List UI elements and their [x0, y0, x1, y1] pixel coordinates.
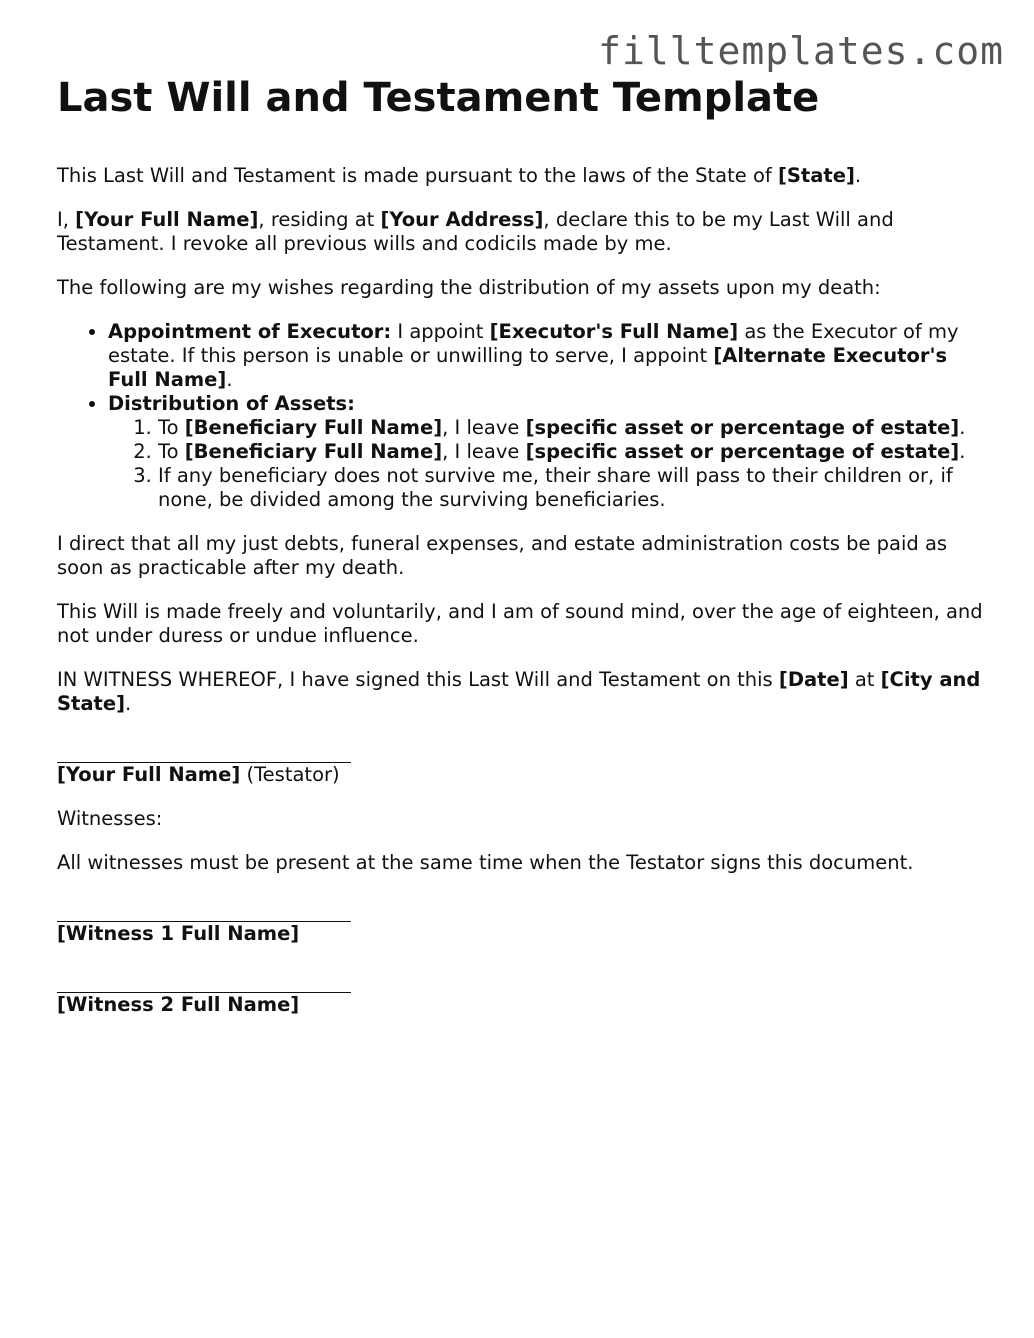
distribution-list [108, 416, 987, 512]
witness-1-signature-block [57, 899, 987, 946]
testator-role: (Testator) [240, 763, 340, 786]
declaration-text-2: , residing at [258, 208, 381, 231]
address-placeholder: [Your Address] [380, 208, 544, 231]
distribution-text: To [158, 440, 185, 463]
distribution-item [158, 416, 987, 440]
testator-signature-block [57, 740, 987, 787]
alternate-executor-placeholder: [Alternate Executor's Full Name] [108, 344, 948, 391]
testator-signature-line[interactable] [57, 740, 351, 763]
distribution-item [158, 440, 987, 464]
executor-name-placeholder: [Executor's Full Name] [489, 320, 739, 343]
distribution-item: 3. If any beneficiary does not survive me, their share will pass to their children or, if none, be divided among the surviving beneficiaries. [158, 464, 987, 512]
distribution-text: , I leave [442, 416, 526, 439]
asset-placeholder: [specific asset or percentage of estate] [525, 440, 960, 463]
page-title: Last Will and Testament Template [57, 75, 820, 121]
watermark: filltemplates.com [598, 29, 1004, 73]
wishes-paragraph: The following are my wishes regarding the distribution of my assets upon my death: [57, 276, 881, 299]
voluntary-paragraph: This Will is made freely and voluntarily, and I am of sound mind, over the age of eighteen, and not under duress or undue influence. [57, 600, 983, 647]
witnesses-note: All witnesses must be present at the same time when the Testator signs this document. [57, 851, 914, 874]
testator-signature-name: [Your Full Name] [57, 763, 241, 786]
witness-1-name: [Witness 1 Full Name] [57, 922, 300, 945]
provisions-list [57, 320, 987, 512]
declaration-text-1: I, [57, 208, 76, 231]
witness-clause-text-1: IN WITNESS WHEREOF, I have signed this Last Will and Testament on this [57, 668, 779, 691]
testator-name-placeholder: [Your Full Name] [75, 208, 259, 231]
document-body [57, 72, 987, 1037]
intro-paragraph [57, 164, 987, 188]
witness-2-name: [Witness 2 Full Name] [57, 993, 300, 1016]
executor-text-1: I appoint [391, 320, 490, 343]
date-placeholder: [Date] [778, 668, 849, 691]
intro-end: . [854, 164, 862, 187]
debts-paragraph: I direct that all my just debts, funeral expenses, and estate administration costs be paid as soon as practicable after my death. [57, 532, 948, 579]
asset-placeholder: [specific asset or percentage of estate] [525, 416, 960, 439]
list-item-executor [108, 320, 987, 392]
city-state-placeholder: [City and State] [57, 668, 981, 715]
declaration-text-3: , declare this to be my Last Will and Testament. I revoke all previous wills and codicils made by me. [57, 208, 894, 255]
witness-2-signature-line[interactable] [57, 970, 351, 993]
witness-clause-paragraph [57, 668, 987, 716]
beneficiary-placeholder: [Beneficiary Full Name] [184, 416, 443, 439]
distribution-label: Distribution of Assets: [108, 392, 355, 415]
executor-text-2: as the Executor of my estate. If this person is unable or unwilling to serve, I appoint [108, 320, 959, 367]
distribution-text: , I leave [442, 440, 526, 463]
intro-text: This Last Will and Testament is made pursuant to the laws of the State of [57, 164, 778, 187]
distribution-text: . [959, 416, 966, 439]
witness-clause-text-3: . [124, 692, 132, 715]
witness-2-signature-block [57, 970, 987, 1017]
executor-label: Appointment of Executor: [108, 320, 392, 343]
declaration-paragraph [57, 208, 987, 256]
testator-signature-caption [57, 763, 987, 787]
executor-text-3: . [226, 368, 233, 391]
witness-1-signature-line[interactable] [57, 899, 351, 922]
witnesses-label: Witnesses: [57, 807, 163, 830]
beneficiary-placeholder: [Beneficiary Full Name] [184, 440, 443, 463]
witness-clause-text-2: at [848, 668, 881, 691]
distribution-text: . [959, 440, 966, 463]
distribution-text: To [158, 416, 185, 439]
state-placeholder: [State] [777, 164, 855, 187]
list-item-distribution [108, 392, 987, 512]
